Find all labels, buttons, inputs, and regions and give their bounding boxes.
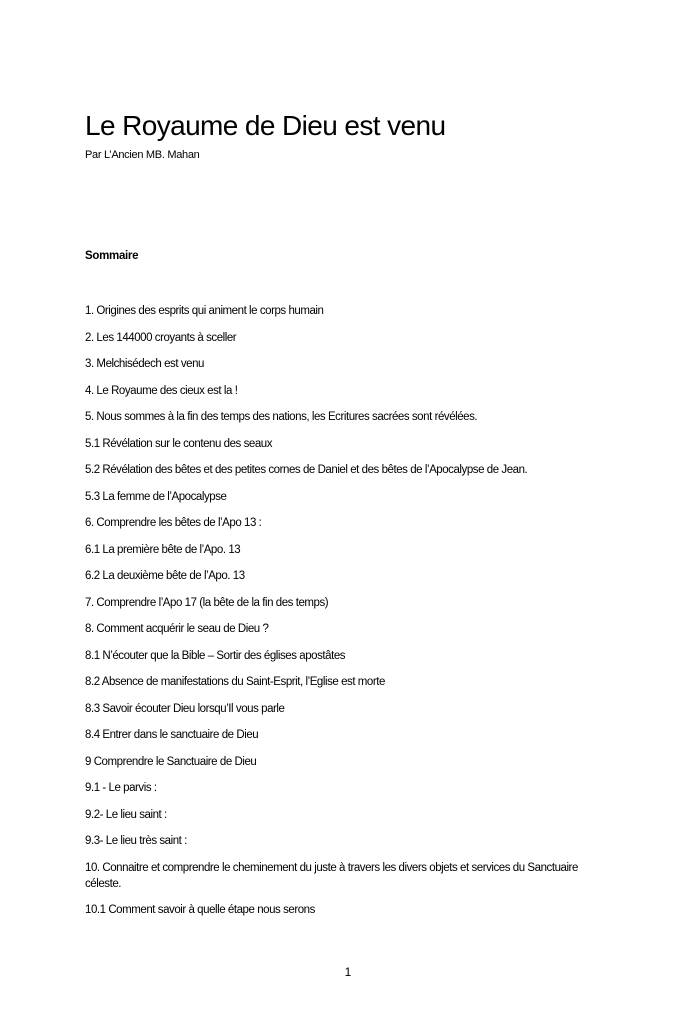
toc-item: 5. Nous sommes à la fin des temps des nations, les Ecritures sacrées sont révélées. [85,411,478,423]
toc-item: 10. Connaitre et comprendre le cheminement du juste à travers les divers objets et services du Sanctuaire céleste. [85,861,578,890]
page-number: 1 [344,965,352,979]
toc-item: 5.1 Révélation sur le contenu des seaux [85,437,273,450]
toc-item: 9.1 - Le parvis : [85,782,157,794]
toc-item: 10.1 Comment savoir à quelle étape nous serons [85,904,315,916]
toc-item: 2. Les 144000 croyants à sceller [85,331,237,344]
toc-item: 5.3 La femme de l’Apocalypse [85,490,227,503]
document-title: Le Royaume de Dieu est venu [85,110,446,141]
toc-item: 6.2 La deuxième bête de l’Apo. 13 [85,570,245,582]
toc-item: 9 Comprendre le Sanctuaire de Dieu [85,755,257,768]
toc-item: 9.2- Le lieu saint : [85,808,167,821]
toc-item: 3. Melchisédech est venu [85,358,204,370]
toc-item: 1. Origines des esprits qui animent le corps humain [85,305,324,317]
toc-item: 7. Comprendre l’Apo 17 (la bête de la fin des temps) [85,596,329,609]
toc-item: 6. Comprendre les bêtes de l’Apo 13 : [85,517,262,529]
page-number-footer [0,965,700,979]
toc-item: 4. Le Royaume des cieux est la ! [85,384,238,397]
toc-heading: Sommaire [85,250,139,262]
toc-item: 8.4 Entrer dans le sanctuaire de Dieu [85,729,259,741]
toc-item: 6.1 La première bête de l’Apo. 13 [85,543,241,556]
toc-item: 5.2 Révélation des bêtes et des petites cornes de Daniel et des bêtes de l’Apocalypse de Jean. [85,464,528,476]
toc-item: 8.1 N’écouter que la Bible – Sortir des églises apostâtes [85,649,346,662]
toc-item: 8. Comment acquérir le seau de Dieu ? [85,623,269,635]
table-of-contents [85,303,605,929]
toc-item: 9.3- Le lieu très saint : [85,835,187,847]
toc-item: 8.2 Absence de manifestations du Saint-Esprit, l’Eglise est morte [85,676,385,688]
document-author: Par L’Ancien MB. Mahan [85,149,200,161]
toc-item: 8.3 Savoir écouter Dieu lorsqu’Il vous parle [85,702,285,715]
